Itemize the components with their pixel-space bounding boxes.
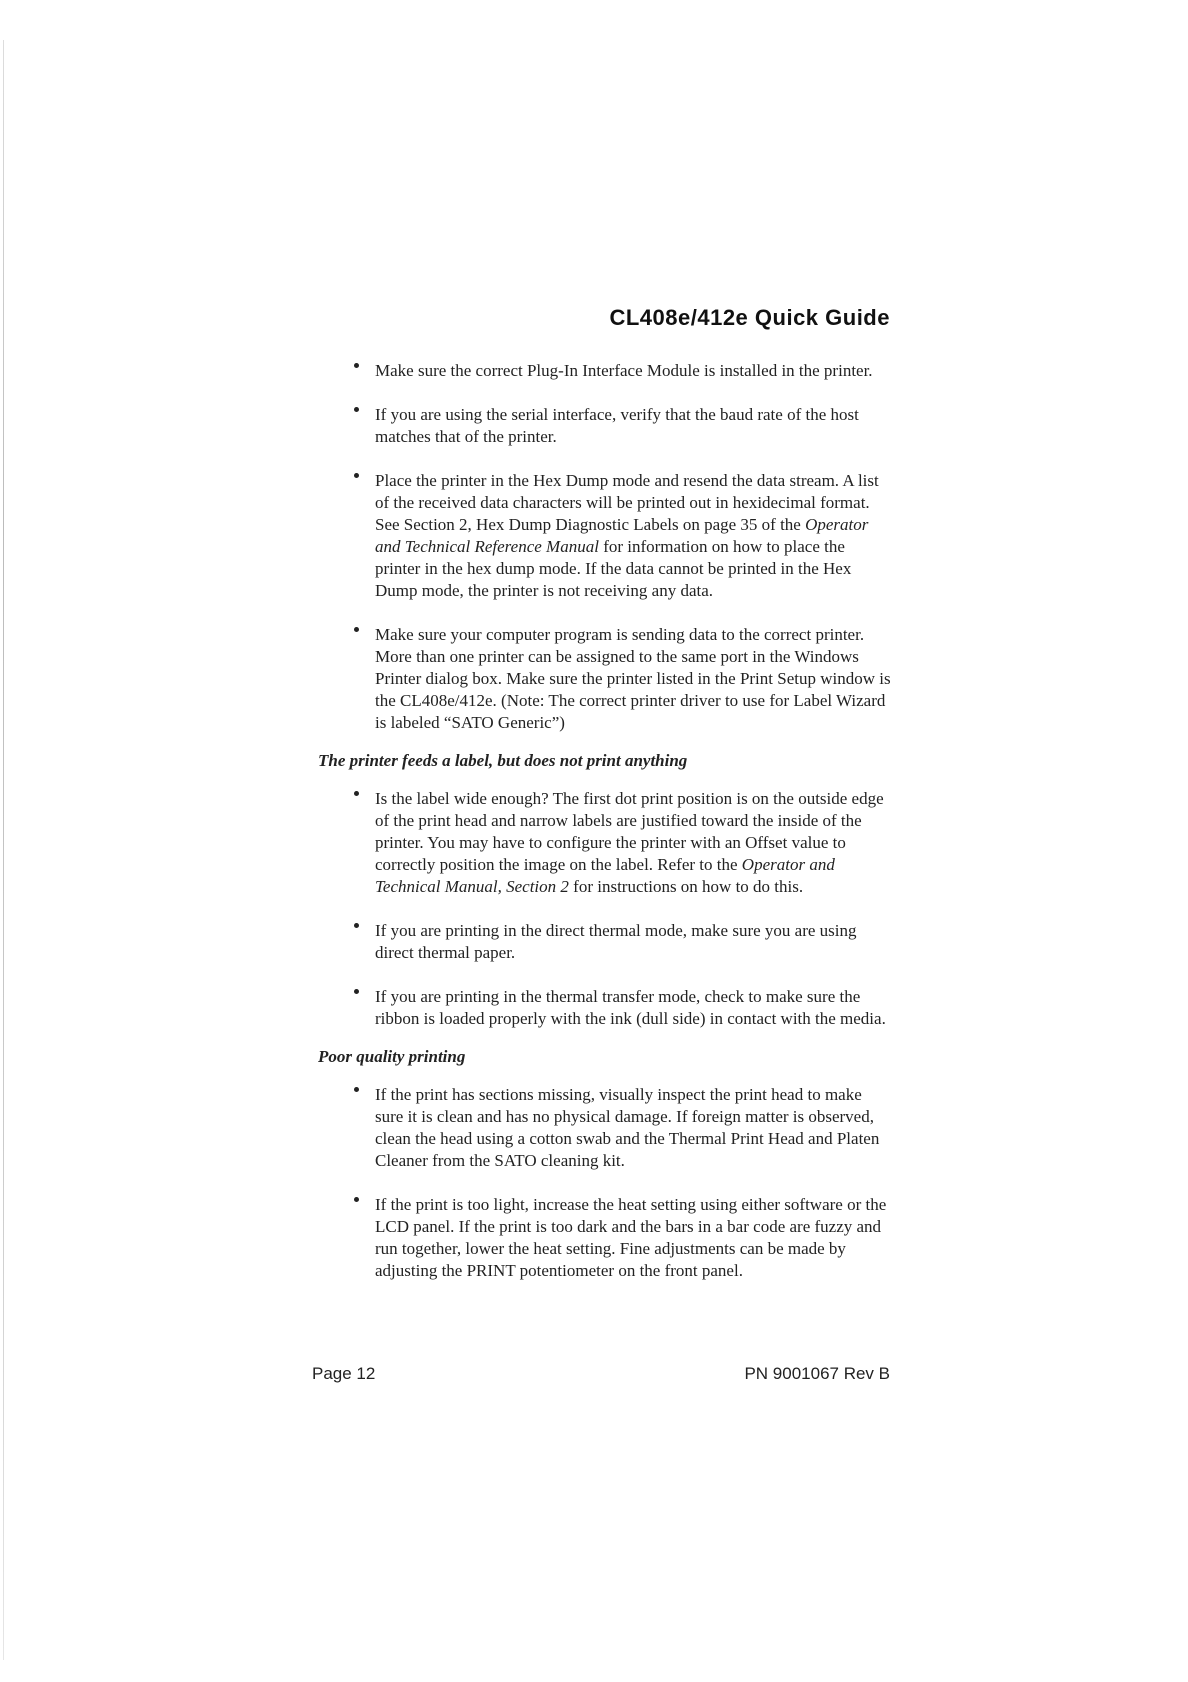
part-number: PN 9001067 Rev B xyxy=(744,1364,890,1383)
bullet-list-top xyxy=(318,360,893,734)
bullet-icon xyxy=(354,1197,359,1202)
list-item: If you are using the serial interface, verify that the baud rate of the host matches that of the printer. xyxy=(318,404,893,448)
bullet-icon xyxy=(354,923,359,928)
document-title: CL408e/412e Quick Guide xyxy=(609,305,890,330)
manual-reference: Operator and Technical Manual, Section 2 xyxy=(375,855,835,896)
document-body xyxy=(318,360,893,1304)
bullet-icon xyxy=(354,407,359,412)
list-item: Make sure the correct Plug-In Interface Module is installed in the printer. xyxy=(318,360,893,382)
bullet-list-no-print xyxy=(318,788,893,1030)
list-item: Make sure your computer program is sending data to the correct printer. More than one printer can be assigned to the same port in the Windows Printer dialog box. Make sure the printer listed in the Print Setup window is the CL408e/412e. (Note: The correct printer driver to use for Label Wizard is labeled “SATO Generic”) xyxy=(318,624,893,734)
list-item: If the print is too light, increase the heat setting using either software or the LCD panel. If the print is too dark and the bars in a bar code are fuzzy and run together, lower the heat setting. Fine adjustments can be made by adjusting the PRINT potentiometer on the front panel. xyxy=(318,1194,893,1282)
page-number: Page 12 xyxy=(312,1364,376,1383)
bullet-icon xyxy=(354,791,359,796)
scan-page-edge xyxy=(3,40,4,1660)
bullet-icon xyxy=(354,989,359,994)
list-item: Place the printer in the Hex Dump mode and resend the data stream. A list of the received data characters will be printed out in hexidecimal format. See Section 2, Hex Dump Diagnostic Labels on page 35 of the Operator and Technical Reference Manual for information on how to place the printer in the hex dump mode. If the data cannot be printed in the Hex Dump mode, the printer is not receiving any data. xyxy=(318,470,893,602)
bullet-icon xyxy=(354,473,359,478)
list-item: Is the label wide enough? The first dot print position is on the outside edge of the print head and narrow labels are justified toward the inside of the printer. You may have to configure the printer with an Offset value to correctly position the image on the label. Refer to the Operator and Technical Manual, Section 2 for instructions on how to do this. xyxy=(318,788,893,898)
list-item: If the print has sections missing, visually inspect the print head to make sure it is clean and has no physical damage. If foreign matter is observed, clean the head using a cotton swab and the Thermal Print Head and Platen Cleaner from the SATO cleaning kit. xyxy=(318,1084,893,1172)
manual-reference: Operator and Technical Reference Manual xyxy=(375,515,869,556)
list-item: If you are printing in the direct thermal mode, make sure you are using direct thermal paper. xyxy=(318,920,893,964)
bullet-icon xyxy=(354,627,359,632)
list-item: If you are printing in the thermal transfer mode, check to make sure the ribbon is loaded properly with the ink (dull side) in contact with the media. xyxy=(318,986,893,1030)
section-heading-poor-quality: Poor quality printing xyxy=(318,1047,466,1066)
bullet-icon xyxy=(354,363,359,368)
bullet-list-poor-quality xyxy=(318,1084,893,1282)
bullet-icon xyxy=(354,1087,359,1092)
section-heading-no-print: The printer feeds a label, but does not print anything xyxy=(318,751,688,770)
